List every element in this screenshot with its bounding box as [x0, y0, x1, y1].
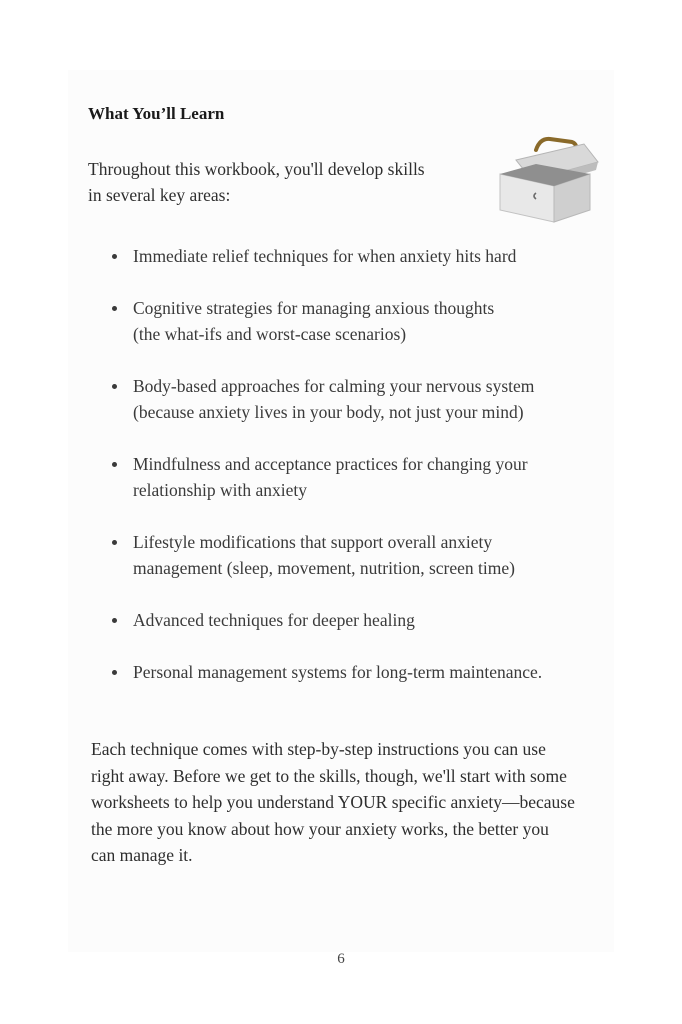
list-item-text: (the what-ifs and worst-case scenarios) — [133, 324, 407, 344]
closing-line: right away. Before we get to the skills, though, we'll start with some — [91, 765, 567, 786]
list-item — [108, 659, 588, 685]
toolbox-icon — [492, 132, 602, 227]
closing-line: the more you know about how your anxiety works, the better you — [91, 818, 549, 839]
list-item-text: Body-based approaches for calming your nervous system — [133, 376, 535, 396]
closing-line: can manage it. — [91, 845, 193, 865]
list-item-text: Immediate relief techniques for when anxiety hits hard — [133, 246, 517, 266]
skills-list — [108, 243, 588, 711]
intro-line: Throughout this workbook, you'll develop skills — [88, 159, 425, 179]
list-item-text: relationship with anxiety — [133, 480, 307, 500]
list-item — [108, 295, 588, 347]
list-item — [108, 243, 588, 269]
list-item-text: Personal management systems for long-term maintenance. — [133, 662, 543, 682]
bullet-icon — [112, 540, 117, 545]
list-item-text: Mindfulness and acceptance practices for changing your — [133, 454, 528, 474]
bullet-icon — [112, 306, 117, 311]
intro-line: in several key areas: — [88, 185, 231, 205]
list-item — [108, 373, 588, 425]
closing-line: Each technique comes with step-by-step instructions you can use — [91, 739, 546, 759]
section-heading: What You’ll Learn — [88, 104, 225, 123]
list-item-text: Cognitive strategies for managing anxious thoughts — [133, 298, 495, 318]
bullet-icon — [112, 670, 117, 675]
page-number: 6 — [337, 951, 345, 967]
intro-paragraph — [88, 156, 468, 208]
list-item-text: Lifestyle modifications that support overall anxiety — [133, 532, 493, 552]
bullet-icon — [112, 384, 117, 389]
list-item-text: Advanced techniques for deeper healing — [133, 610, 415, 630]
bullet-icon — [112, 618, 117, 623]
list-item — [108, 451, 588, 503]
bullet-icon — [112, 254, 117, 259]
list-item — [108, 607, 588, 633]
closing-paragraph — [91, 736, 611, 869]
list-item-text: (because anxiety lives in your body, not just your mind) — [133, 402, 524, 422]
bullet-icon — [112, 462, 117, 467]
list-item-text: management (sleep, movement, nutrition, screen time) — [133, 558, 515, 578]
list-item — [108, 529, 588, 581]
closing-line: worksheets to help you understand YOUR specific anxiety—because — [91, 792, 575, 812]
